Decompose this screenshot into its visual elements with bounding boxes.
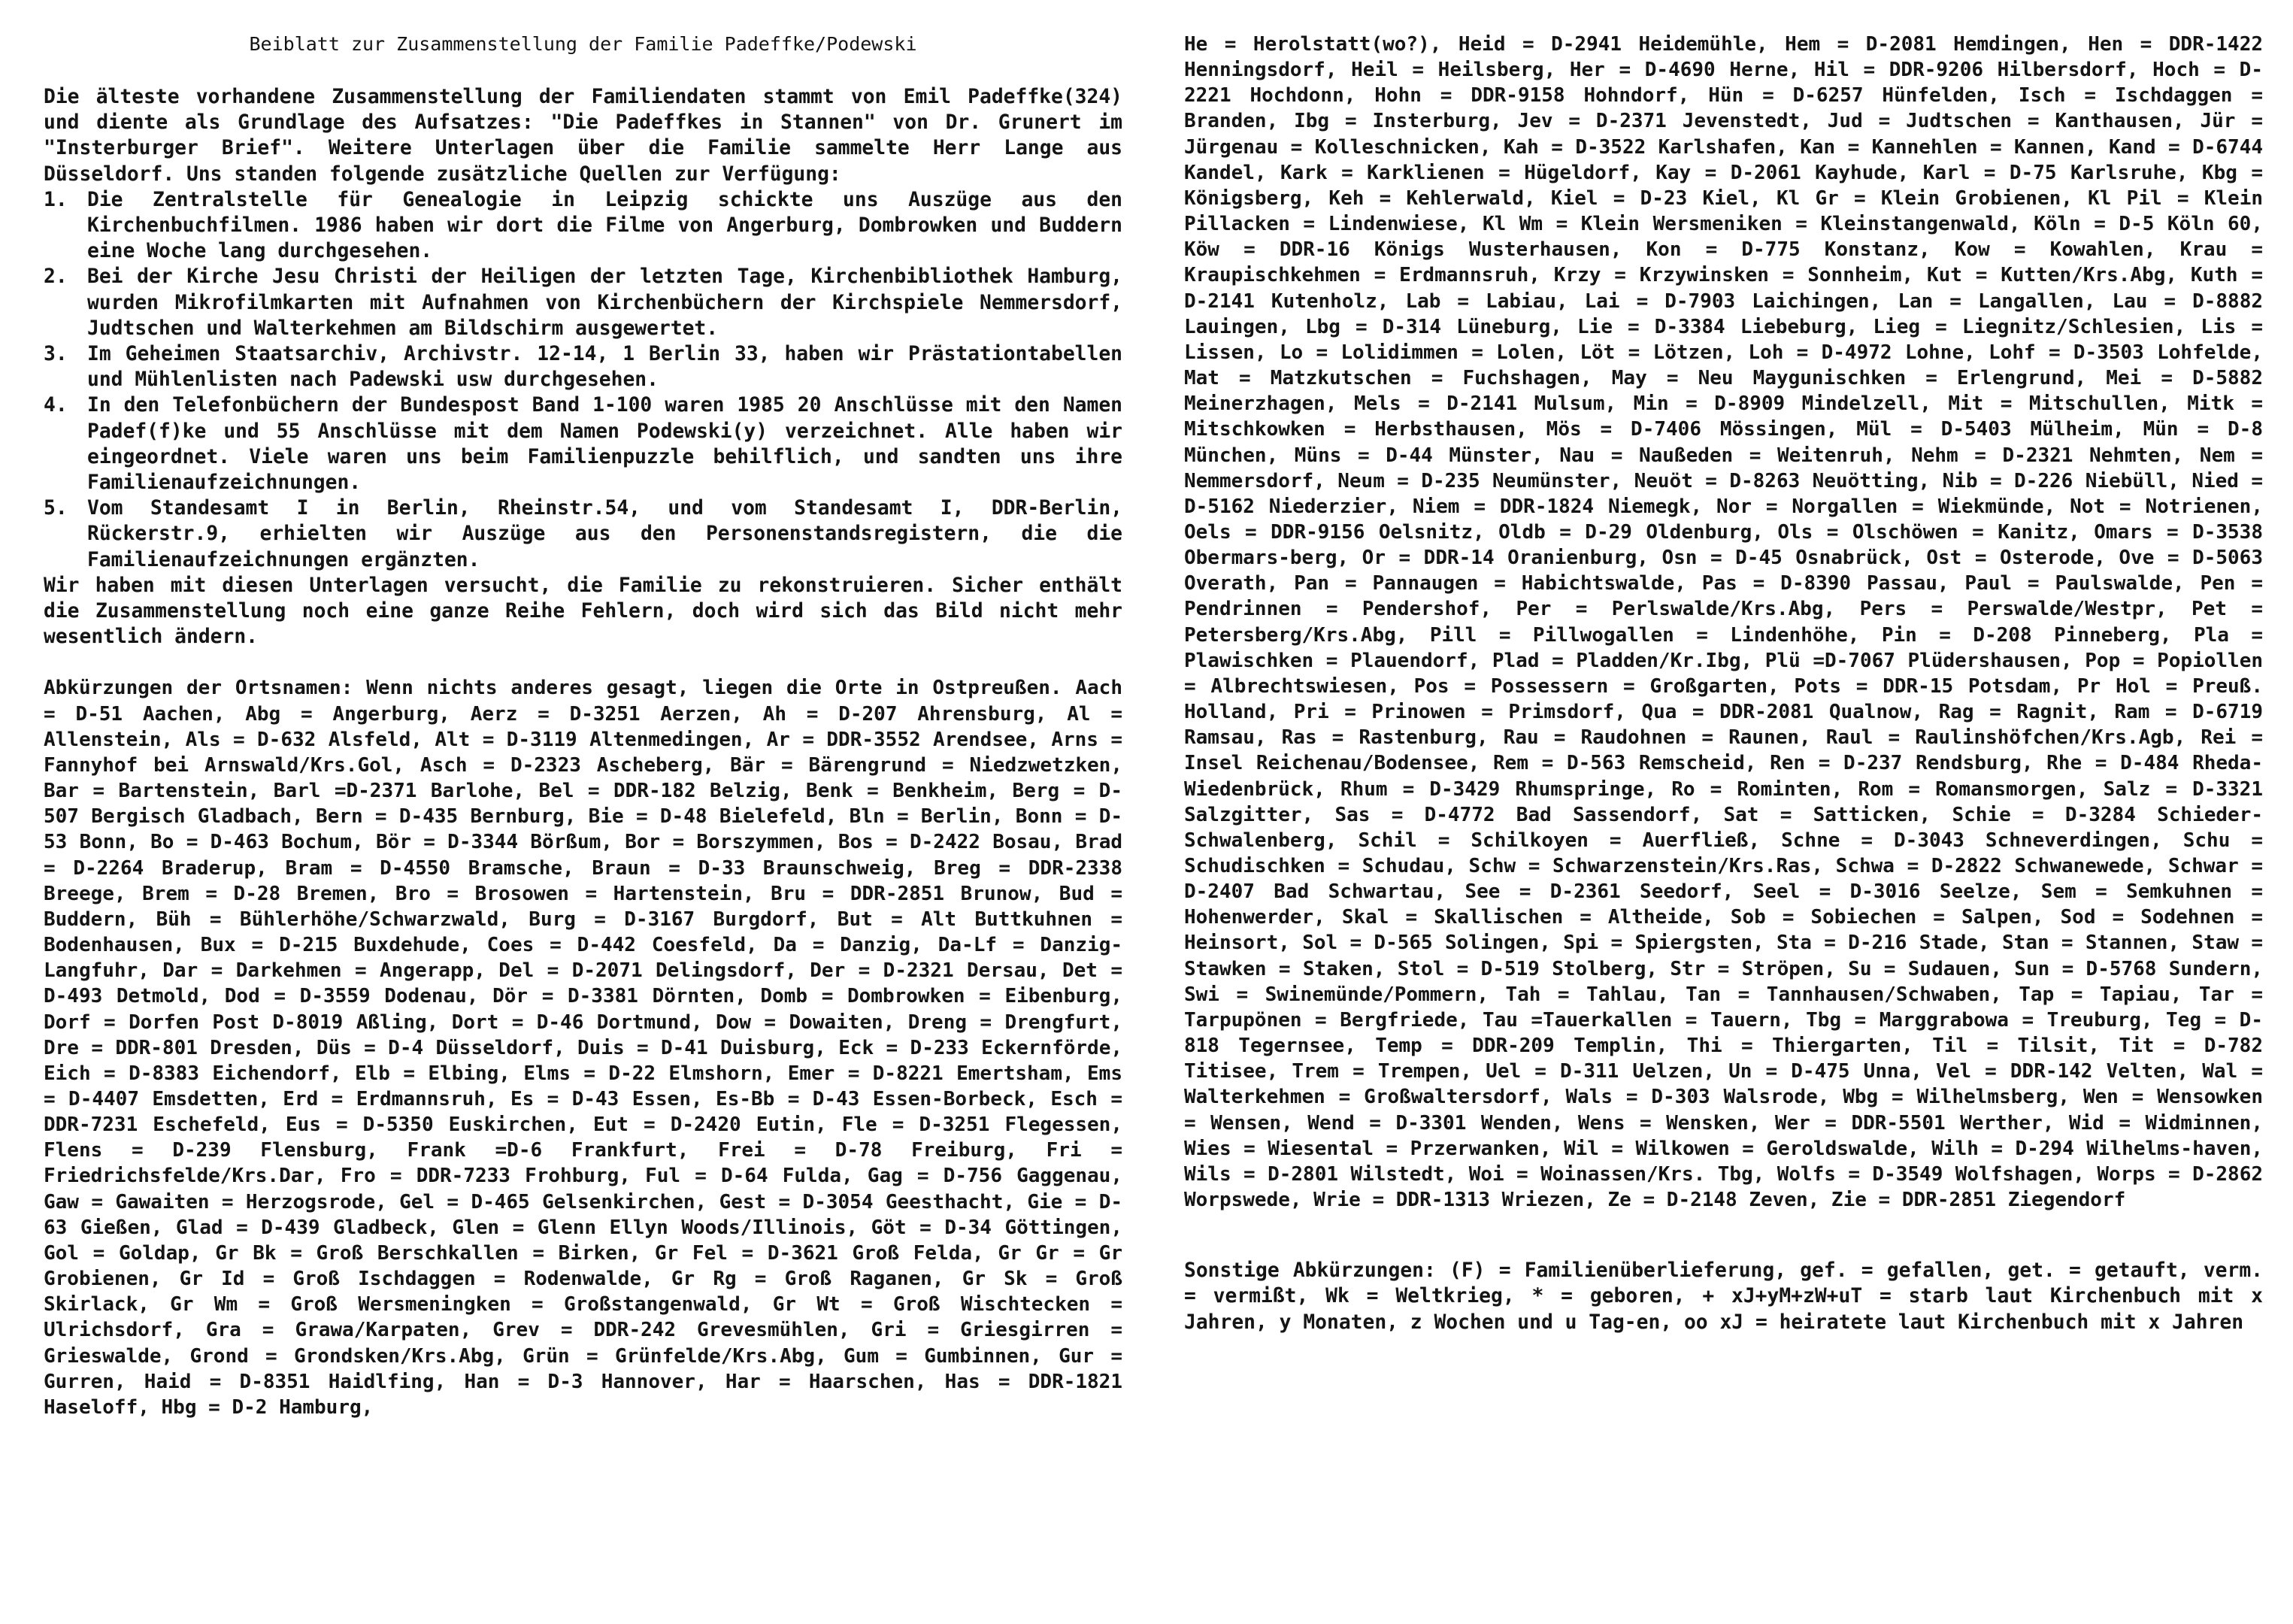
- source-number: 3.: [44, 343, 68, 366]
- source-number: 4.: [44, 394, 68, 417]
- source-item: [44, 264, 1122, 341]
- closing-paragraph: Wir haben mit diesen Unterlagen versucht, die Familie zu rekonstruieren. Sicher enthält die Zusammenstellung noch eine ganze Reihe Fehlern, doch wird sich das Bild nicht mehr wesentlich ändern.: [44, 574, 1122, 649]
- other-abbreviations: Sonstige Abkürzungen: (F) = Familienüberlieferung, gef. = gefallen, get. = getauft, verm. = vermißt, Wk = Weltkrieg, * = geboren, + xJ+yM+zW+uT = starb laut Kirchenbuch mit x Jahren, y Monaten, z Wochen und u Tag-en, oo xJ = heiratete laut Kirchenbuch mit x Jahren: [1184, 1259, 2263, 1334]
- source-text: In den Telefonbüchern der Bundespost Band 1-100 waren 1985 20 Anschlüsse mit den Namen Padef(f)ke und 55 Anschlüsse mit dem Namen Podewski(y) verzeichnet. Alle haben wir eingeordnet. Viele waren uns beim Familienpuzzle behilflich, und sandten uns ihre Familienaufzeichnungen.: [87, 394, 1122, 495]
- source-number: 1.: [44, 188, 68, 211]
- source-number: 2.: [44, 265, 68, 289]
- section-spacer: [44, 650, 1122, 675]
- place-abbreviations-part-2: He = Herolstatt(wo?), Heid = D-2941 Heidemühle, Hem = D-2081 Hemdingen, Hen = DDR-1422 Henningsdorf, Heil = Heilsberg, Her = D-4690 Herne, Hil = DDR-9206 Hilbersdorf, Hoch = D-2221 Hochdonn, Hohn = DDR-9158 Hohndorf, Hün = D-6257 Hünfelden, Isch = Ischdaggen = Branden, Ibg = Insterburg, Jev = D-2371 Jevenstedt, Jud = Judtschen = Kanthausen, Jür = Jürgenau = Kolleschnicken, Kah = D-3522 Karlshafen, Kan = Kannehlen = Kannen, Kand = D-6744 Kandel, Kark = Karklienen = Hügeldorf, Kay = D-2061 Kayhude, Karl = D-75 Karlsruhe, Kbg = Königsberg, Keh = Kehlerwald, Kiel = D-23 Kiel, Kl Gr = Klein Grobienen, Kl Pil = Klein Pillacken = Lindenwiese, Kl Wm = Klein Wersmeniken = Kleinstangenwald, Köln = D-5 Köln 60, Köw = DDR-16 Königs Wusterhausen, Kon = D-775 Konstanz, Kow = Kowahlen, Krau = Kraupischkehmen = Erdmannsruh, Krzy = Krzywinsken = Sonnheim, Kut = Kutten/Krs.Abg, Kuth = D-2141 Kutenholz, Lab = Labiau, Lai = D-7903 Laichingen, Lan = Langallen, Lau = D-8882 Lauingen, Lbg = D-314 Lüneburg, Lie = D-3384 Liebeburg, Lieg = Liegnitz/Schlesien, Lis = Lissen, Lo = Lolidimmen = Lolen, Löt = Lötzen, Loh = D-4972 Lohne, Lohf = D-3503 Lohfelde, Mat = Matzkutschen = Fuchshagen, May = Neu Maygunischken = Erlengrund, Mei = D-5882 Meinerzhagen, Mels = D-2141 Mulsum, Min = D-8909 Mindelzell, Mit = Mitschullen, Mitk = Mitschkowken = Herbsthausen, Mös = D-7406 Mössingen, Mül = D-5403 Mülheim, Mün = D-8 München, Müns = D-44 Münster, Nau = Naußeden = Weitenruh, Nehm = D-2321 Nehmten, Nem = Nemmersdorf, Neum = D-235 Neumünster, Neuöt = D-8263 Neuötting, Nib = D-226 Niebüll, Nied = D-5162 Niederzier, Niem = DDR-1824 Niemegk, Nor = Norgallen = Wiekmünde, Not = Notrienen, Oels = DDR-9156 Oelsnitz, Oldb = D-29 Oldenburg, Ols = Olschöwen = Kanitz, Omars = D-3538 Obermars-berg, Or = DDR-14 Oranienburg, Osn = D-45 Osnabrück, Ost = Osterode, Ove = D-5063 Overath, Pan = Pannaugen = Habichtswalde, Pas = D-8390 Passau, Paul = Paulswalde, Pen = Pendrinnen = Pendershof, Per = Perlswalde/Krs.Abg, Pers = Perswalde/Westpr, Pet = Petersberg/Krs.Abg, Pill = Pillwogallen = Lindenhöhe, Pin = D-208 Pinneberg, Pla = Plawischken = Plauendorf, Plad = Pladden/Kr.Ibg, Plü =D-7067 Plüdershausen, Pop = Popiollen = Albrechtswiesen, Pos = Possessern = Großgarten, Pots = DDR-15 Potsdam, Pr Hol = Preuß. Holland, Pri = Prinowen = Primsdorf, Qua = DDR-2081 Qualnow, Rag = Ragnit, Ram = D-6719 Ramsau, Ras = Rastenburg, Rau = Raudohnen = Raunen, Raul = Raulinshöfchen/Krs.Agb, Rei = Insel Reichenau/Bodensee, Rem = D-563 Remscheid, Ren = D-237 Rendsburg, Rhe = D-484 Rheda- Wiedenbrück, Rhum = D-3429 Rhumspringe, Ro = Rominten, Rom = Romansmorgen, Salz = D-3321 Salzgitter, Sas = D-4772 Bad Sassendorf, Sat = Satticken, Schie = D-3284 Schieder-Schwalenberg, Schil = Schilkoyen = Auerfließ, Schne = D-3043 Schneverdingen, Schu = Schudischken = Schudau, Schw = Schwarzenstein/Krs.Ras, Schwa = D-2822 Schwanewede, Schwar = D-2407 Bad Schwartau, See = D-2361 Seedorf, Seel = D-3016 Seelze, Sem = Semkuhnen = Hohenwerder, Skal = Skallischen = Altheide, Sob = Sobiechen = Salpen, Sod = Sodehnen = Heinsort, Sol = D-565 Solingen, Spi = Spiergsten, Sta = D-216 Stade, Stan = Stannen, Staw = Stawken = Staken, Stol = D-519 Stolberg, Str = Ströpen, Su = Sudauen, Sun = D-5768 Sundern, Swi = Swinemünde/Pommern, Tah = Tahlau, Tan = Tannhausen/Schwaben, Tap = Tapiau, Tar = Tarpupönen = Bergfriede, Tau =Tauerkallen = Tauern, Tbg = Marggrabowa = Treuburg, Teg = D-818 Tegernsee, Temp = DDR-209 Templin, Thi = Thiergarten, Til = Tilsit, Tit = D-782 Titisee, Trem = Trempen, Uel = D-311 Uelzen, Un = D-475 Unna, Vel = DDR-142 Velten, Wal = Walterkehmen = Großwaltersdorf, Wals = D-303 Walsrode, Wbg = Wilhelmsberg, Wen = Wensowken = Wensen, Wend = D-3301 Wenden, Wens = Wensken, Wer = DDR-5501 Werther, Wid = Widminnen, Wies = Wiesental = Przerwanken, Wil = Wilkowen = Geroldswalde, Wilh = D-294 Wilhelms-haven, Wils = D-2801 Wilstedt, Woi = Woinassen/Krs. Tbg, Wolfs = D-3549 Wolfshagen, Worps = D-2862 Worpswede, Wrie = DDR-1313 Wriezen, Ze = D-2148 Zeven, Zie = DDR-2851 Ziegendorf: [1184, 33, 2263, 1212]
- intro-paragraph: Die älteste vorhandene Zusammenstellung der Familiendaten stammt von Emil Padeffke(324) und diente als Grundlage des Aufsatzes: "Die Padeffkes in Stannen" von Dr. Grunert im "Insterburger Brief". Weitere Unterlagen über die Familie sammelte Herr Lange aus Düsseldorf. Uns standen folgende zusätzliche Quellen zur Verfügung:: [44, 86, 1122, 186]
- sources-list: [44, 187, 1122, 573]
- page-heading: Beiblatt zur Zusammenstellung der Familie Padeffke/Podewski: [249, 33, 917, 55]
- source-item: [44, 341, 1122, 392]
- source-text: Die Zentralstelle für Genealogie in Leipzig schickte uns Auszüge aus den Kirchenbuchfilmen. 1986 haben wir dort die Filme von Angerburg, Dombrowken und Buddern eine Woche lang durchgesehen.: [87, 188, 1122, 263]
- source-item: [44, 392, 1122, 495]
- left-column: [44, 32, 1122, 1609]
- source-item: [44, 187, 1122, 265]
- source-text: Im Geheimen Staatsarchiv, Archivstr. 12-14, 1 Berlin 33, haben wir Prästationtabellen und Mühlenlisten nach Padewski usw durchgesehen.: [87, 343, 1122, 392]
- section-spacer: [1184, 1213, 2263, 1258]
- source-text: Vom Standesamt I in Berlin, Rheinstr.54, und vom Standesamt I, DDR-Berlin, Rückerstr.9, erhielten wir Auszüge aus den Personenstandsregistern, die die Familienaufzeichnungen ergänzten.: [87, 497, 1122, 571]
- source-text: Bei der Kirche Jesu Christi der Heiligen der letzten Tage, Kirchenbibliothek Hamburg, wurden Mikrofilmkarten mit Aufnahmen von Kirchenbüchern der Kirchspiele Nemmersdorf, Judtschen und Walterkehmen am Bildschirm ausgewertet.: [87, 265, 1122, 340]
- place-abbreviations-part-1: Abkürzungen der Ortsnamen: Wenn nichts anderes gesagt, liegen die Orte in Ostpreußen. Aach = D-51 Aachen, Abg = Angerburg, Aerz = D-3251 Aerzen, Ah = D-207 Ahrensburg, Al = Allenstein, Als = D-632 Alsfeld, Alt = D-3119 Altenmedingen, Ar = DDR-3552 Arendsee, Arns = Fannyhof bei Arnswald/Krs.Gol, Asch = D-2323 Ascheberg, Bär = Bärengrund = Niedzwetzken, Bar = Bartenstein, Barl =D-2371 Barlohe, Bel = DDR-182 Belzig, Benk = Benkheim, Berg = D-507 Bergisch Gladbach, Bern = D-435 Bernburg, Bie = D-48 Bielefeld, Bln = Berlin, Bonn = D-53 Bonn, Bo = D-463 Bochum, Bör = D-3344 Börßum, Bor = Borszymmen, Bos = D-2422 Bosau, Brad = D-2264 Braderup, Bram = D-4550 Bramsche, Braun = D-33 Braunschweig, Breg = DDR-2338 Breege, Brem = D-28 Bremen, Bro = Brosowen = Hartenstein, Bru = DDR-2851 Brunow, Bud = Buddern, Büh = Bühlerhöhe/Schwarzwald, Burg = D-3167 Burgdorf, But = Alt Buttkuhnen = Bodenhausen, Bux = D-215 Buxdehude, Coes = D-442 Coesfeld, Da = Danzig, Da-Lf = Danzig-Langfuhr, Dar = Darkehmen = Angerapp, Del = D-2071 Delingsdorf, Der = D-2321 Dersau, Det = D-493 Detmold, Dod = D-3559 Dodenau, Dör = D-3381 Dörnten, Domb = Dombrowken = Eibenburg, Dorf = Dorfen Post D-8019 Aßling, Dort = D-46 Dortmund, Dow = Dowaiten, Dreng = Drengfurt, Dre = DDR-801 Dresden, Düs = D-4 Düsseldorf, Duis = D-41 Duisburg, Eck = D-233 Eckernförde, Eich = D-8383 Eichendorf, Elb = Elbing, Elms = D-22 Elmshorn, Emer = D-8221 Emertsham, Ems = D-4407 Emsdetten, Erd = Erdmannsruh, Es = D-43 Essen, Es-Bb = D-43 Essen-Borbeck, Esch = DDR-7231 Eschefeld, Eus = D-5350 Euskirchen, Eut = D-2420 Eutin, Fle = D-3251 Flegessen, Flens = D-239 Flensburg, Frank =D-6 Frankfurt, Frei = D-78 Freiburg, Fri = Friedrichsfelde/Krs.Dar, Fro = DDR-7233 Frohburg, Ful = D-64 Fulda, Gag = D-756 Gaggenau, Gaw = Gawaiten = Herzogsrode, Gel = D-465 Gelsenkirchen, Gest = D-3054 Geesthacht, Gie = D-63 Gießen, Glad = D-439 Gladbeck, Glen = Glenn Ellyn Woods/Illinois, Göt = D-34 Göttingen, Gol = Goldap, Gr Bk = Groß Berschkallen = Birken, Gr Fel = D-3621 Groß Felda, Gr Gr = Gr Grobienen, Gr Id = Groß Ischdaggen = Rodenwalde, Gr Rg = Groß Raganen, Gr Sk = Groß Skirlack, Gr Wm = Groß Wersmeningken = Großstangenwald, Gr Wt = Groß Wischtecken = Ulrichsdorf, Gra = Grawa/Karpaten, Grev = DDR-242 Grevesmühlen, Gri = Griesgirren = Grieswalde, Grond = Grondsken/Krs.Abg, Grün = Grünfelde/Krs.Abg, Gum = Gumbinnen, Gur = Gurren, Haid = D-8351 Haidlfing, Han = D-3 Hannover, Har = Haarschen, Has = DDR-1821 Haseloff, Hbg = D-2 Hamburg,: [44, 677, 1122, 1419]
- source-number: 5.: [44, 497, 68, 520]
- right-column: [1184, 32, 2263, 1609]
- source-item: [44, 495, 1122, 573]
